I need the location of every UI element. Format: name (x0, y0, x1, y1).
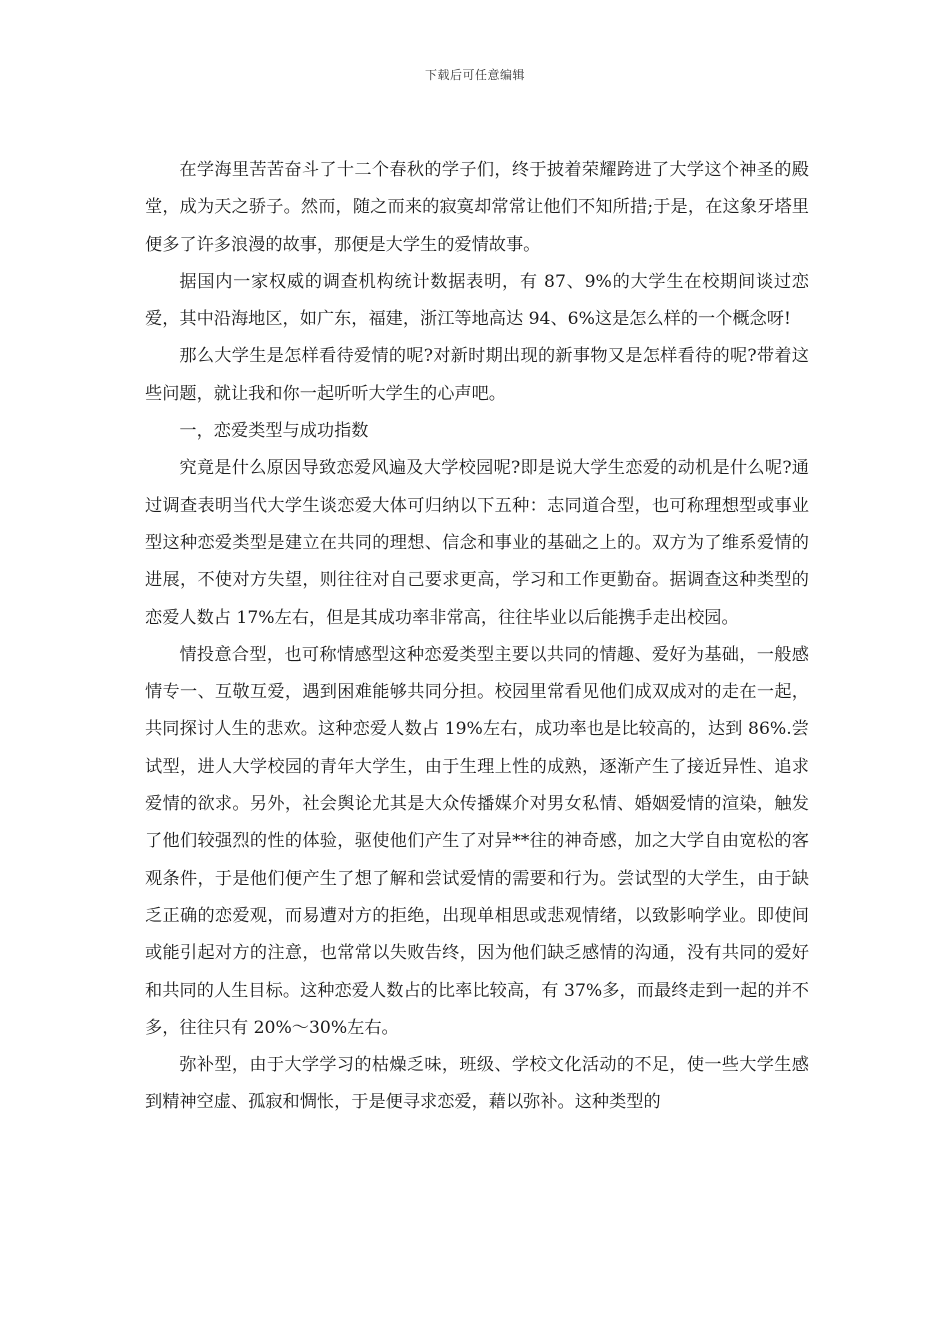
paragraph-emotional-type: 情投意合型，也可称情感型这种恋爱类型主要以共同的情趣、爱好为基础，一般感情专一、互敬互爱，遇到困难能够共同分担。校园里常看见他们成双成对的走在一起，共同探讨人生的悲欢。这种恋爱人数占 19%左右，成功率也是比较高的，达到 86%.尝试型，进人大学校园的青年大学生，由于生理上性的成熟，逐渐产生了接近异性、追求爱情的欲求。另外，社会舆论尤其是大众传播媒介对男女私情、婚姻爱情的渲染，触发了他们较强烈的性的体验，驱使他们产生了对异**往的神奇感，加之大学自由宽松的客观条件，于是他们便产生了想了解和尝试爱情的需要和行为。尝试型的大学生，由于缺乏正确的恋爱观，而易遭对方的拒绝，出现单相思或悲观情绪，以致影响学业。即使间或能引起对方的注意，也常常以失败告终，因为他们缺乏感情的沟通，没有共同的爱好和共同的人生目标。这种恋爱人数占的比率比较高，有 37%多，而最终走到一起的并不多，往往只有 20%～30%左右。 (145, 644, 809, 1038)
paragraph-questions: 那么大学生是怎样看待爱情的呢?对新时期出现的新事物又是怎样看待的呢?带着这些问题，就让我和你一起听听大学生的心声吧。 (145, 346, 809, 404)
section-heading: 一，恋爱类型与成功指数 (179, 421, 369, 442)
paragraph-types-overview: 究竟是什么原因导致恋爱风遍及大学校园呢?即是说大学生恋爱的动机是什么呢?通过调查表明当代大学生谈恋爱大体可归纳以下五种：志同道合型，也可称理想型或事业型这种恋爱类型是建立在共同的理想、信念和事业的基础之上的。双方为了维系爱情的进展，不使对方失望，则往往对自己要求更高，学习和工作更勤奋。据调查这种类型的恋爱人数占 17%左右，但是其成功率非常高，往往毕业以后能携手走出校园。 (145, 458, 809, 628)
document-body (145, 152, 809, 1122)
page-header: 下载后可任意编辑 (424, 68, 525, 82)
paragraph-statistics: 据国内一家权威的调查机构统计数据表明，有 87、9%的大学生在校期间谈过恋爱，其中沿海地区，如广东，福建，浙江等地高达 94、6%这是怎么样的一个概念呀! (145, 271, 809, 330)
paragraph-compensation-type: 弥补型，由于大学学习的枯燥乏味，班级、学校文化活动的不足，使一些大学生感到精神空虚、孤寂和惆怅，于是便寻求恋爱，藉以弥补。这种类型的 (145, 1055, 809, 1113)
paragraph-intro: 在学海里苦苦奋斗了十二个春秋的学子们，终于披着荣耀跨进了大学这个神圣的殿堂，成为天之骄子。然而，随之而来的寂寞却常常让他们不知所措;于是，在这象牙塔里便多了许多浪漫的故事，那便是大学生的爱情故事。 (145, 160, 809, 255)
